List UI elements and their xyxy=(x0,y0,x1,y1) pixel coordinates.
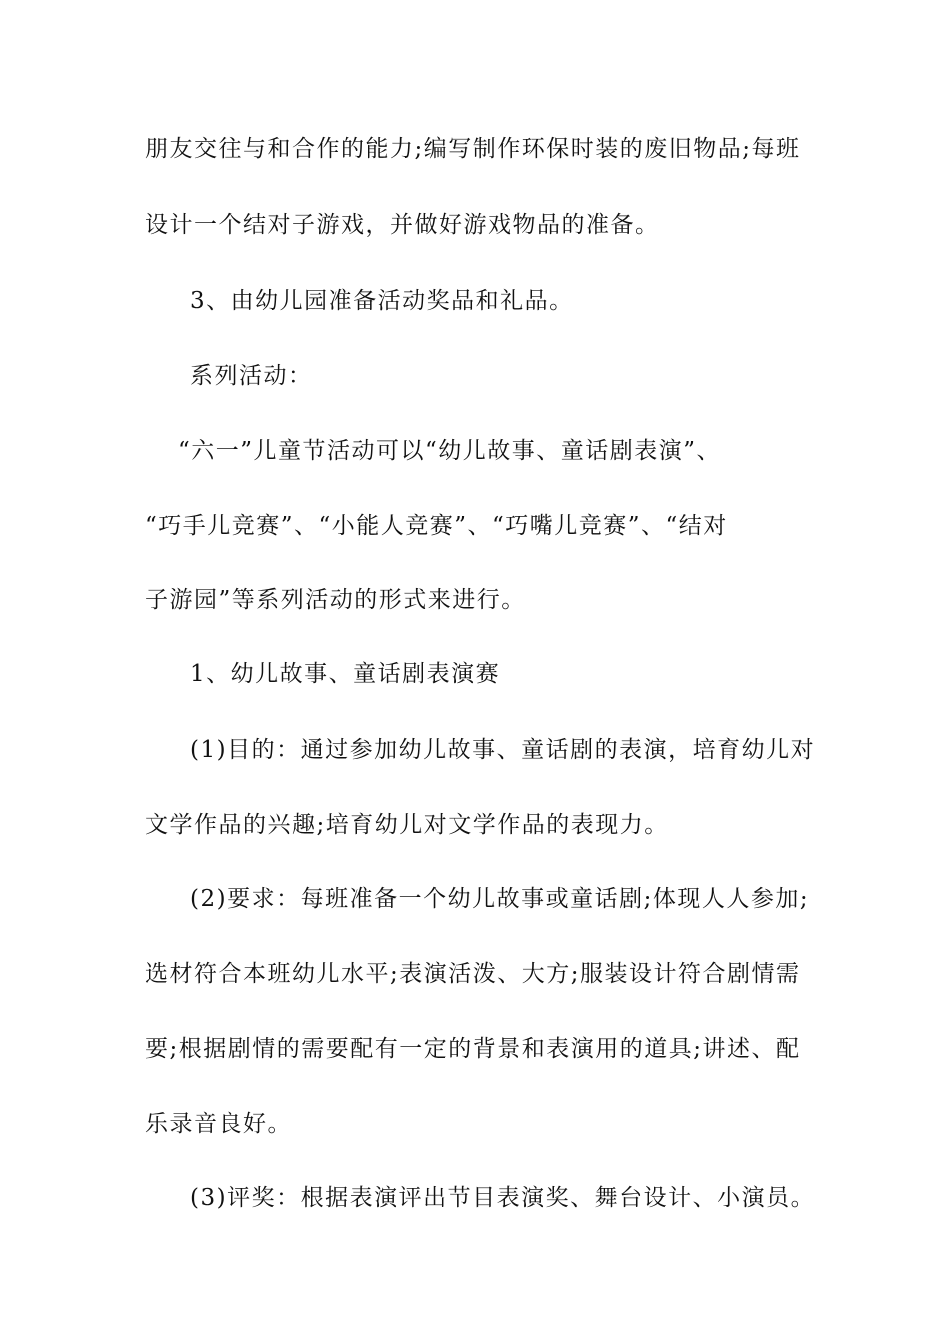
section-heading-story-drama: 1、幼儿故事、童话剧表演赛 xyxy=(190,661,501,687)
text-line-10: 文学作品的兴趣;培育幼儿对文学作品的表现力。 xyxy=(145,812,669,838)
text-line-12: 选材符合本班幼儿水平;表演活泼、大方;服装设计符合剧情需 xyxy=(145,961,801,987)
text-line-9: (1)目的：通过参加幼儿故事、童话剧的表演，培育幼儿对 xyxy=(190,737,816,763)
text-line-1: 朋友交往与和合作的能力;编写制作环保时装的废旧物品;每班 xyxy=(145,136,801,162)
text-line-7: 子游园”等系列活动的形式来进行。 xyxy=(145,587,526,613)
text-line-3: 3、由幼儿园准备活动奖品和礼品。 xyxy=(190,288,574,314)
text-line-5: “六一”儿童节活动可以“幼儿故事、童话剧表演”、 xyxy=(178,438,722,464)
text-line-14: 乐录音良好。 xyxy=(145,1111,292,1137)
text-line-15: (3)评奖：根据表演评出节目表演奖、舞台设计、小演员。 xyxy=(190,1185,816,1211)
text-line-13: 要;根据剧情的需要配有一定的背景和表演用的道具;讲述、配 xyxy=(145,1036,801,1062)
text-line-2: 设计一个结对子游戏，并做好游戏物品的准备。 xyxy=(145,212,660,238)
text-line-11: (2)要求：每班准备一个幼儿故事或童话剧;体现人人参加; xyxy=(190,886,810,912)
section-heading-series-activities: 系列活动： xyxy=(190,363,313,389)
text-line-6: “巧手儿竞赛”、“小能人竞赛”、“巧嘴儿竞赛”、“结对 xyxy=(145,513,728,539)
